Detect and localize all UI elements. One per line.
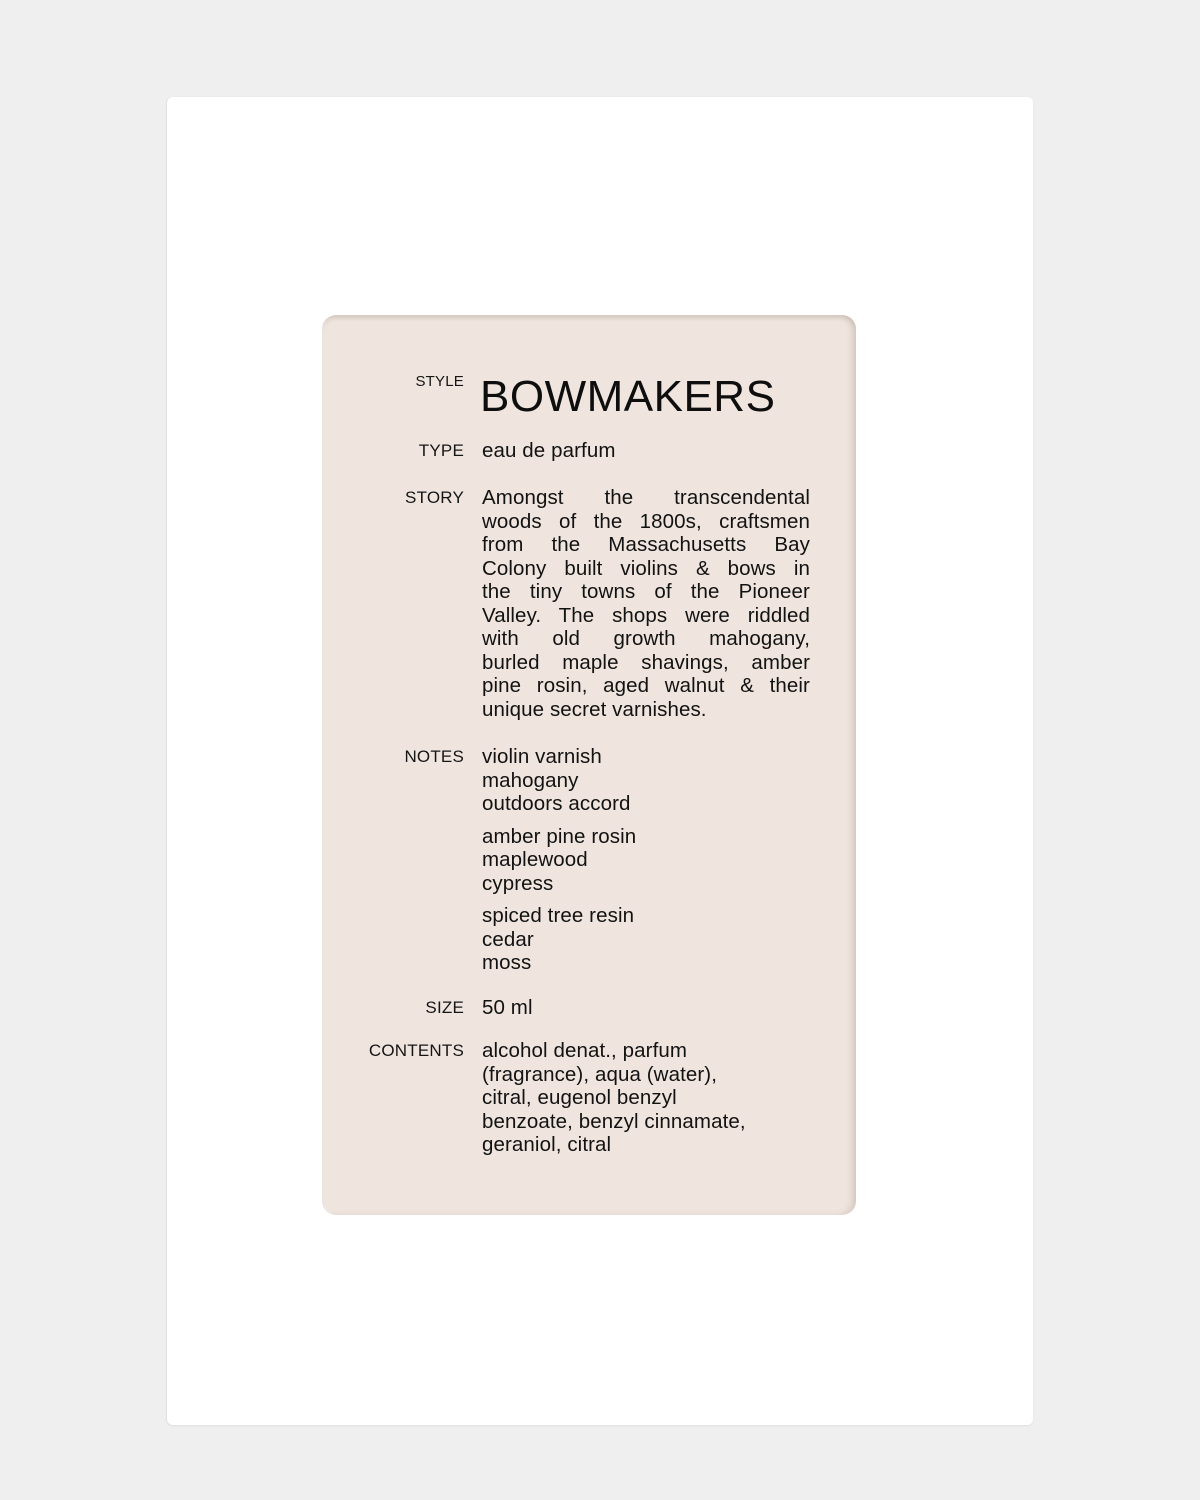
note-item: outdoors accord: [482, 792, 631, 815]
story-line: Valley. The shops were riddled: [482, 603, 810, 627]
story-line: Colony built violins & bows in: [482, 556, 810, 580]
notes-group-top: [482, 745, 810, 816]
type-key: TYPE: [418, 441, 464, 460]
note-item: mahogany: [482, 768, 579, 792]
contents-line: citral, eugenol benzyl: [482, 1086, 677, 1109]
type-value: eau de parfum: [482, 439, 616, 462]
product-name: BOWMAKERS: [480, 372, 776, 421]
contents-key: CONTENTS: [368, 1041, 464, 1060]
contents-line: geraniol, citral: [482, 1133, 612, 1156]
contents-line: benzoate, benzyl cinnamate,: [482, 1109, 746, 1133]
note-item: moss: [482, 951, 532, 974]
note-item: cedar: [482, 927, 534, 951]
story-key: STORY: [405, 488, 464, 507]
notes-group-base: [482, 904, 810, 975]
story-line: burled maple shavings, amber: [482, 650, 810, 674]
note-item: spiced tree resin: [482, 904, 635, 927]
story-line: from the Massachusetts Bay: [482, 533, 810, 556]
story-line: Amongst the transcendental: [482, 486, 810, 509]
story-line: the tiny towns of the Pioneer: [482, 580, 810, 603]
story-line: with old growth mahogany,: [482, 627, 810, 650]
notes-group-heart: [482, 825, 810, 896]
notes-list: [482, 745, 810, 984]
story-line: woods of the 1800s, craftsmen: [482, 509, 810, 533]
notes-key: NOTES: [404, 747, 464, 766]
product-label: [322, 315, 856, 1215]
size-key: SIZE: [425, 998, 464, 1017]
size-value: 50 ml: [482, 996, 533, 1019]
note-item: maplewood: [482, 848, 588, 871]
style-key: STYLE: [415, 373, 464, 390]
note-item: amber pine rosin: [482, 824, 637, 848]
story-text: [482, 486, 810, 721]
story-line: pine rosin, aged walnut & their: [482, 674, 810, 697]
contents-line: alcohol denat., parfum: [482, 1039, 688, 1062]
contents-line: (fragrance), aqua (water),: [482, 1062, 718, 1086]
note-item: cypress: [482, 871, 554, 895]
story-line: unique secret varnishes.: [482, 697, 707, 721]
note-item: violin varnish: [482, 745, 602, 768]
contents-list: [482, 1039, 810, 1157]
